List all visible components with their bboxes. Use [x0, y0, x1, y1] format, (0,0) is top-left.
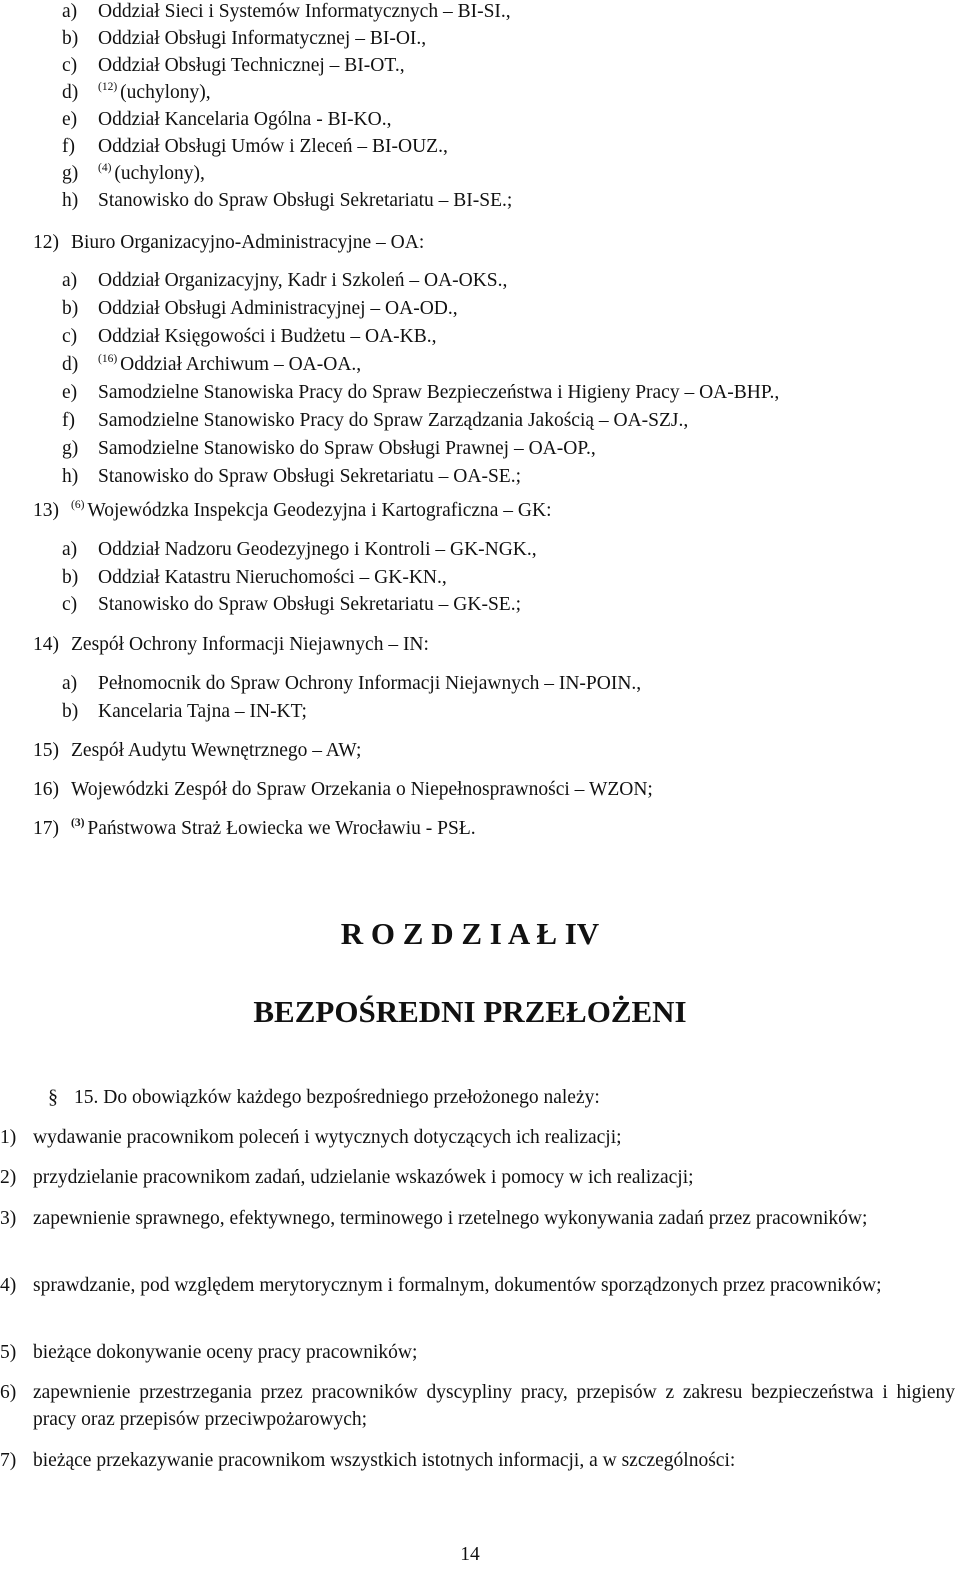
- list-item: e) Oddział Kancelaria Ogólna - BI-KO.,: [62, 109, 392, 130]
- footnote-ref: (6): [71, 499, 85, 511]
- paragraph-sign: §: [48, 1086, 58, 1108]
- list-item: g) $^{(4)}$ (uchylony),: [62, 162, 205, 184]
- chapter-title: BEZPOŚREDNI PRZEŁOŻENI: [253, 994, 687, 1029]
- list-item-number: 6): [0, 1382, 17, 1403]
- list-item: a) Oddział Sieci i Systemów Informatycznych – BI-SI.,: [62, 1, 511, 22]
- list-item: zapewnienie sprawnego, efektywnego, terminowego i rzetelnego wykonywania zadań przez pracowników;: [33, 1208, 868, 1229]
- list-item: 5) bieżące dokonywanie oceny pracy pracowników;: [0, 1342, 418, 1363]
- list-item: h) Stanowisko do Spraw Obsługi Sekretariatu – OA-SE.;: [62, 466, 522, 487]
- footnote-ref: (16): [98, 353, 118, 365]
- section-heading: 12) Biuro Organizacyjno-Administracyjne – OA:: [33, 232, 425, 253]
- section-heading: 17) $^{(3)}$ Państwowa Straż Łowiecka we Wrocławiu - PSŁ.: [33, 817, 476, 839]
- list-item: b) Kancelaria Tajna – IN-KT;: [62, 701, 307, 722]
- list-item: h) Stanowisko do Spraw Obsługi Sekretariatu – BI-SE.;: [62, 190, 513, 211]
- list-item: f) Samodzielne Stanowisko Pracy do Spraw Zarządzania Jakością – OA-SZJ.,: [62, 410, 689, 431]
- list-item-number: 3): [0, 1208, 17, 1229]
- section-heading: 14) Zespół Ochrony Informacji Niejawnych – IN:: [33, 634, 429, 655]
- list-item: 2) przydzielanie pracownikom zadań, udzielanie wskazówek i pomocy w ich realizacji;: [0, 1167, 694, 1188]
- list-item-number: 4): [0, 1275, 17, 1296]
- list-item: e) Samodzielne Stanowiska Pracy do Spraw Bezpieczeństwa i Higieny Pracy – OA-BHP.,: [62, 382, 780, 403]
- list-item: zapewnienie przestrzegania przez pracowników dyscypliny pracy, przepisów z zakresu bezpieczeństwa i higieny pracy oraz przepisów przeciwpożarowych;: [33, 1382, 955, 1430]
- list-item: c) Oddział Obsługi Technicznej – BI-OT.,: [62, 55, 405, 76]
- list-item: a) Pełnomocnik do Spraw Ochrony Informacji Niejawnych – IN-POIN.,: [62, 673, 642, 694]
- list-item: b) Oddział Obsługi Administracyjnej – OA-OD.,: [62, 298, 458, 319]
- section-heading: 16) Wojewódzki Zespół do Spraw Orzekania o Niepełnosprawności – WZON;: [33, 779, 653, 800]
- list-item: d) $^{(16)}$ Oddział Archiwum – OA-OA.,: [62, 353, 362, 375]
- list-item: 1) wydawanie pracownikom poleceń i wytycznych dotyczących ich realizacji;: [0, 1127, 622, 1148]
- list-item: b) Oddział Katastru Nieruchomości – GK-KN.,: [62, 567, 447, 588]
- list-item: a) Oddział Nadzoru Geodezyjnego i Kontroli – GK-NGK.,: [62, 539, 537, 560]
- list-item: f) Oddział Obsługi Umów i Zleceń – BI-OUZ.,: [62, 136, 448, 157]
- section-heading: 15) Zespół Audytu Wewnętrznego – AW;: [33, 740, 362, 761]
- list-item: c) Oddział Księgowości i Budżetu – OA-KB.,: [62, 326, 437, 347]
- paragraph-intro: 15. Do obowiązków każdego bezpośredniego przełożonego należy:: [74, 1087, 600, 1108]
- list-item: sprawdzanie, pod względem merytorycznym i formalnym, dokumentów sporządzonych przez pracowników;: [33, 1275, 882, 1296]
- chapter-number: R O Z D Z I A Ł IV: [340, 916, 600, 951]
- footnote-ref: (12): [98, 81, 118, 93]
- page-number: 14: [460, 1544, 480, 1565]
- list-item: a) Oddział Organizacyjny, Kadr i Szkoleń – OA-OKS.,: [62, 270, 508, 291]
- footnote-ref: (4): [98, 162, 112, 174]
- list-item: g) Samodzielne Stanowisko do Spraw Obsługi Prawnej – OA-OP.,: [62, 438, 596, 459]
- list-item: c) Stanowisko do Spraw Obsługi Sekretariatu – GK-SE.;: [62, 594, 522, 615]
- list-item: 7) bieżące przekazywanie pracownikom wszystkich istotnych informacji, a w szczególności:: [0, 1450, 736, 1471]
- list-item: d) $^{(12)}$ (uchylony),: [62, 81, 211, 103]
- section-heading: 13) $^{(6)}$ Wojewódzka Inspekcja Geodezyjna i Kartograficzna – GK:: [33, 499, 552, 521]
- list-item: b) Oddział Obsługi Informatycznej – BI-OI.,: [62, 28, 427, 49]
- footnote-ref: (3): [71, 817, 85, 829]
